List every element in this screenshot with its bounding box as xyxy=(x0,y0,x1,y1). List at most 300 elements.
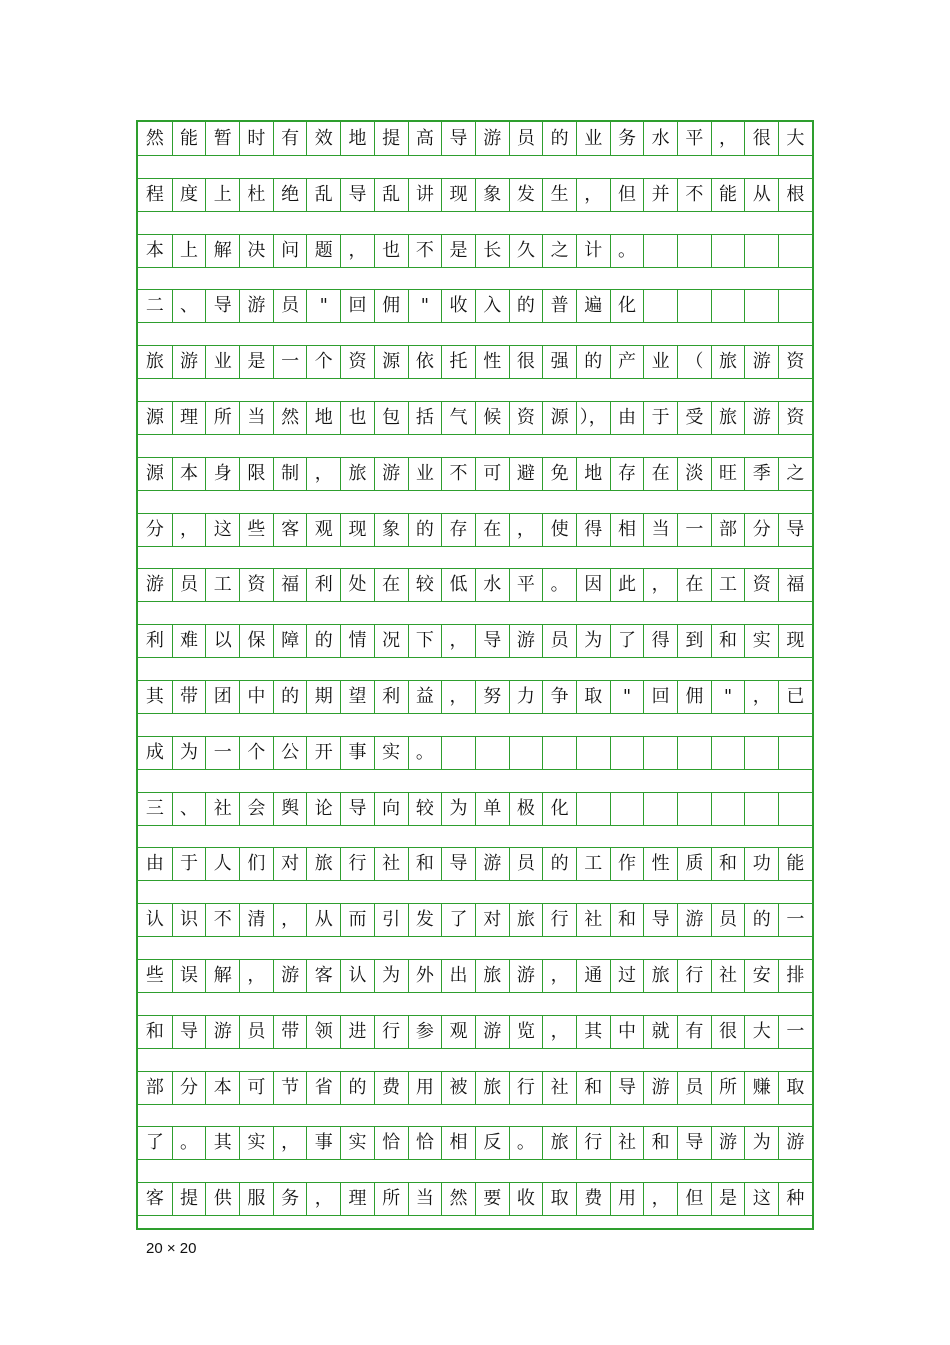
grid-cell: 们 xyxy=(239,848,273,880)
grid-cell: 分 xyxy=(145,518,164,540)
grid-cell: 用 xyxy=(408,1072,442,1104)
grid-cell: ， xyxy=(744,681,778,713)
grid-cell: 源 xyxy=(145,462,164,484)
grid-cell: 上 xyxy=(205,179,239,211)
grid-cell: 很 xyxy=(744,122,778,155)
grid-cell: 导 xyxy=(340,179,374,211)
grid-cell: 不 xyxy=(408,235,442,267)
grid-cell xyxy=(576,737,610,769)
grid-cell: 已 xyxy=(778,681,812,713)
grid-cell: 的 xyxy=(576,346,610,378)
grid-cell: 其 xyxy=(145,686,164,707)
grid-cell: 的 xyxy=(408,514,442,546)
grid-cell: 工 xyxy=(576,848,610,880)
grid-cell: 暂 xyxy=(205,122,239,155)
grid-cell: 在 xyxy=(374,569,408,601)
grid-cell: 气 xyxy=(441,402,475,434)
grid-row xyxy=(138,401,812,435)
grid-cell: 社 xyxy=(542,1072,576,1104)
grid-cell xyxy=(744,737,778,769)
grid-cell: 游 xyxy=(145,574,164,596)
grid-cell: 从 xyxy=(744,179,778,211)
grid-cell: 赚 xyxy=(744,1072,778,1104)
grid-cell xyxy=(475,737,509,769)
grid-cell: 然 xyxy=(145,127,164,149)
grid-cell: 性 xyxy=(643,848,677,880)
grid-cell: 工 xyxy=(205,569,239,601)
grid-size-label: 20 × 20 xyxy=(146,1240,197,1257)
grid-cell: 化 xyxy=(610,290,644,322)
grid-cell: 理 xyxy=(172,402,206,434)
grid-cell: 情 xyxy=(340,625,374,657)
grid-cell xyxy=(677,290,711,322)
grid-row xyxy=(138,178,812,212)
grid-cell: 平 xyxy=(677,122,711,155)
grid-cell: 引 xyxy=(374,904,408,936)
grid-cell: 旅 xyxy=(475,1072,509,1104)
grid-cell: 解 xyxy=(205,235,239,267)
grid-cell: 导 xyxy=(205,290,239,322)
grid-cell: 了 xyxy=(610,625,644,657)
grid-cell: 讲 xyxy=(408,179,442,211)
grid-cell: 和 xyxy=(145,1020,164,1042)
grid-cell: 导 xyxy=(610,1072,644,1104)
grid-cell: 本 xyxy=(172,458,206,490)
grid-cell: 较 xyxy=(408,793,442,825)
grid-cell: ， xyxy=(441,625,475,657)
grid-cell: 资 xyxy=(239,569,273,601)
grid-cell: 客 xyxy=(306,960,340,992)
grid-cell: 被 xyxy=(441,1072,475,1104)
grid-cell: 业 xyxy=(408,458,442,490)
grid-cell: 之 xyxy=(542,235,576,267)
grid-cell: 和 xyxy=(643,1127,677,1159)
grid-cell xyxy=(711,235,745,267)
grid-cell: 包 xyxy=(374,402,408,434)
grid-cell: 大 xyxy=(744,1016,778,1048)
grid-cell xyxy=(643,235,677,267)
grid-cell: 资 xyxy=(744,569,778,601)
grid-cell: 佣 xyxy=(374,290,408,322)
grid-cell: 。 xyxy=(172,1127,206,1159)
grid-cell xyxy=(711,793,745,825)
grid-cell: 为 xyxy=(744,1127,778,1159)
grid-cell: 资 xyxy=(509,402,543,434)
grid-cell: 中 xyxy=(610,1016,644,1048)
grid-cell: 行 xyxy=(509,1072,543,1104)
grid-cell: 能 xyxy=(172,122,206,155)
grid-cell: 、 xyxy=(172,290,206,322)
grid-cell: 所 xyxy=(711,1072,745,1104)
grid-cell: 地 xyxy=(576,458,610,490)
grid-cell: 平 xyxy=(509,569,543,601)
grid-cell: 旅 xyxy=(145,351,164,373)
grid-cell: 的 xyxy=(273,681,307,713)
grid-cell: 恰 xyxy=(408,1127,442,1159)
grid-cell: 低 xyxy=(441,569,475,601)
grid-cell: 参 xyxy=(408,1016,442,1048)
grid-cell xyxy=(542,737,576,769)
grid-cell: 难 xyxy=(172,625,206,657)
grid-cell: 实 xyxy=(340,1127,374,1159)
grid-cell: 回 xyxy=(643,681,677,713)
grid-cell: 的 xyxy=(509,290,543,322)
grid-cell: 舆 xyxy=(273,793,307,825)
grid-cell: 游 xyxy=(711,1127,745,1159)
grid-cell: 员 xyxy=(509,848,543,880)
grid-cell: 可 xyxy=(475,458,509,490)
grid-cell: 可 xyxy=(239,1072,273,1104)
grid-cell: 务 xyxy=(610,122,644,155)
grid-cell: 导 xyxy=(441,848,475,880)
grid-cell: 游 xyxy=(475,1016,509,1048)
grid-cell: 的 xyxy=(542,848,576,880)
grid-cell: 相 xyxy=(441,1127,475,1159)
grid-cell: 在 xyxy=(475,514,509,546)
grid-row xyxy=(138,345,812,379)
grid-cell: 分 xyxy=(744,514,778,546)
grid-cell: 公 xyxy=(273,737,307,769)
grid-cell: 争 xyxy=(542,681,576,713)
grid-cell: " xyxy=(711,681,745,713)
grid-cell: 部 xyxy=(711,514,745,546)
grid-cell: 利 xyxy=(306,569,340,601)
grid-cell: 佣 xyxy=(677,681,711,713)
grid-cell: 反 xyxy=(475,1127,509,1159)
grid-cell: 强 xyxy=(542,346,576,378)
grid-cell: 个 xyxy=(306,346,340,378)
grid-cell: 益 xyxy=(408,681,442,713)
grid-cell: 而 xyxy=(340,904,374,936)
grid-cell: 旅 xyxy=(306,848,340,880)
grid-cell: 和 xyxy=(408,848,442,880)
grid-cell: 一 xyxy=(273,346,307,378)
grid-cell: 客 xyxy=(273,514,307,546)
grid-cell xyxy=(778,737,812,769)
grid-cell: 受 xyxy=(677,402,711,434)
grid-cell: ， xyxy=(542,1016,576,1048)
grid-cell: ， xyxy=(542,960,576,992)
grid-cell: 存 xyxy=(610,458,644,490)
grid-cell: 行 xyxy=(340,848,374,880)
grid-cell: 游 xyxy=(744,346,778,378)
grid-cell: 为 xyxy=(374,960,408,992)
grid-cell: 个 xyxy=(239,737,273,769)
grid-cell xyxy=(610,793,644,825)
grid-cell: 能 xyxy=(711,179,745,211)
grid-cell: 象 xyxy=(475,179,509,211)
grid-cell: 认 xyxy=(340,960,374,992)
grid-cell: 免 xyxy=(542,458,576,490)
grid-cell: 一 xyxy=(778,904,812,936)
grid-row xyxy=(138,1126,812,1160)
grid-cell: 但 xyxy=(610,179,644,211)
grid-cell: 这 xyxy=(205,514,239,546)
grid-cell: 恰 xyxy=(374,1127,408,1159)
grid-cell: 发 xyxy=(509,179,543,211)
grid-cell: 游 xyxy=(205,1016,239,1048)
grid-cell: 游 xyxy=(643,1072,677,1104)
grid-cell: 得 xyxy=(576,514,610,546)
grid-cell: 避 xyxy=(509,458,543,490)
grid-row xyxy=(138,792,812,826)
grid-cell: 功 xyxy=(744,848,778,880)
grid-cell: 游 xyxy=(273,960,307,992)
grid-cell: 性 xyxy=(475,346,509,378)
grid-cell xyxy=(778,235,812,267)
grid-cell: 源 xyxy=(374,346,408,378)
grid-cell: 要 xyxy=(475,1183,509,1215)
grid-cell: 和 xyxy=(711,848,745,880)
grid-cell: 长 xyxy=(475,235,509,267)
grid-cell: 决 xyxy=(239,235,273,267)
grid-cell: 些 xyxy=(145,965,164,986)
grid-cell: 开 xyxy=(306,737,340,769)
grid-cell: 的 xyxy=(306,625,340,657)
grid-cell: 旺 xyxy=(711,458,745,490)
grid-cell: 得 xyxy=(643,625,677,657)
grid-cell: 。 xyxy=(408,737,442,769)
grid-cell: 本 xyxy=(145,239,164,261)
grid-cell: 行 xyxy=(677,960,711,992)
grid-cell: 极 xyxy=(509,793,543,825)
grid-cell: 。 xyxy=(509,1127,543,1159)
grid-cell: 务 xyxy=(273,1183,307,1215)
grid-cell: 不 xyxy=(677,179,711,211)
grid-cell: 福 xyxy=(273,569,307,601)
grid-cell: 出 xyxy=(441,960,475,992)
grid-cell: 旅 xyxy=(340,458,374,490)
grid-cell: 杜 xyxy=(239,179,273,211)
grid-cell: 社 xyxy=(205,793,239,825)
grid-cell: ， xyxy=(273,904,307,936)
grid-cell: 现 xyxy=(778,625,812,657)
grid-cell: 览 xyxy=(509,1016,543,1048)
grid-cell: 有 xyxy=(273,122,307,155)
grid-cell: 解 xyxy=(205,960,239,992)
grid-cell: 种 xyxy=(778,1183,812,1215)
grid-cell: 领 xyxy=(306,1016,340,1048)
grid-cell: 服 xyxy=(239,1183,273,1215)
grid-cell: 省 xyxy=(306,1072,340,1104)
grid-row xyxy=(138,847,812,881)
grid-cell: 障 xyxy=(273,625,307,657)
grid-cell: 游 xyxy=(509,625,543,657)
grid-cell: 事 xyxy=(306,1127,340,1159)
grid-cell: 当 xyxy=(408,1183,442,1215)
grid-cell: 游 xyxy=(172,346,206,378)
grid-cell: 节 xyxy=(273,1072,307,1104)
grid-cell: 游 xyxy=(475,122,509,155)
grid-cell: 高 xyxy=(408,122,442,155)
grid-cell xyxy=(643,793,677,825)
grid-cell: 其 xyxy=(205,1127,239,1159)
grid-cell: 所 xyxy=(205,402,239,434)
grid-row xyxy=(138,234,812,268)
grid-cell: 游 xyxy=(239,290,273,322)
grid-cell: 计 xyxy=(576,235,610,267)
grid-cell: 带 xyxy=(273,1016,307,1048)
grid-cell: 入 xyxy=(475,290,509,322)
grid-cell: 观 xyxy=(441,1016,475,1048)
grid-cell: 旅 xyxy=(711,346,745,378)
grid-cell: 论 xyxy=(306,793,340,825)
grid-cell: 些 xyxy=(239,514,273,546)
grid-cell: ， xyxy=(509,514,543,546)
grid-row xyxy=(138,568,812,602)
grid-cell: 在 xyxy=(677,569,711,601)
grid-cell: ， xyxy=(711,122,745,155)
grid-cell: 提 xyxy=(172,1183,206,1215)
grid-cell: 为 xyxy=(576,625,610,657)
grid-cell: 和 xyxy=(610,904,644,936)
grid-cell: 题 xyxy=(306,235,340,267)
grid-cell: 收 xyxy=(509,1183,543,1215)
grid-cell: 会 xyxy=(239,793,273,825)
grid-cell: 带 xyxy=(172,681,206,713)
grid-row xyxy=(138,457,812,491)
grid-cell: 行 xyxy=(542,904,576,936)
grid-cell: 用 xyxy=(610,1183,644,1215)
grid-cell: 化 xyxy=(542,793,576,825)
grid-row xyxy=(138,903,812,937)
grid-cell: 望 xyxy=(340,681,374,713)
grid-cell: 本 xyxy=(205,1072,239,1104)
grid-cell: 行 xyxy=(576,1127,610,1159)
grid-cell: 误 xyxy=(172,960,206,992)
grid-cell: 现 xyxy=(441,179,475,211)
grid-cell: 中 xyxy=(239,681,273,713)
grid-cell: 也 xyxy=(374,235,408,267)
grid-cell: 资 xyxy=(778,346,812,378)
grid-cell: 况 xyxy=(374,625,408,657)
grid-cell: 质 xyxy=(677,848,711,880)
grid-cell: 候 xyxy=(475,402,509,434)
grid-cell: ， xyxy=(239,960,273,992)
grid-cell: 对 xyxy=(273,848,307,880)
grid-cell: 所 xyxy=(374,1183,408,1215)
grid-cell: 游 xyxy=(677,904,711,936)
grid-cell: ， xyxy=(172,514,206,546)
grid-cell: 过 xyxy=(610,960,644,992)
grid-cell: 导 xyxy=(340,793,374,825)
grid-cell: 取 xyxy=(576,681,610,713)
grid-cell: 绝 xyxy=(273,179,307,211)
grid-cell: 当 xyxy=(239,402,273,434)
grid-cell: 和 xyxy=(711,625,745,657)
grid-cell: 三 xyxy=(145,797,164,819)
grid-cell: 取 xyxy=(542,1183,576,1215)
grid-cell: 旅 xyxy=(509,904,543,936)
grid-row xyxy=(138,513,812,547)
grid-cell xyxy=(744,290,778,322)
grid-cell: 安 xyxy=(744,960,778,992)
grid-cell: 导 xyxy=(441,122,475,155)
grid-cell: 托 xyxy=(441,346,475,378)
grid-row xyxy=(138,122,812,156)
grid-cell: 是 xyxy=(239,346,273,378)
grid-cell: 较 xyxy=(408,569,442,601)
grid-cell: 于 xyxy=(172,848,206,880)
manuscript-grid xyxy=(136,120,814,1230)
grid-cell: 程 xyxy=(145,183,164,205)
grid-cell: 之 xyxy=(778,458,812,490)
grid-cell: 游 xyxy=(374,458,408,490)
grid-cell: 久 xyxy=(509,235,543,267)
grid-cell: 力 xyxy=(509,681,543,713)
grid-cell: 和 xyxy=(576,1072,610,1104)
grid-cell: 提 xyxy=(374,122,408,155)
grid-cell: 费 xyxy=(576,1183,610,1215)
grid-cell: 这 xyxy=(744,1183,778,1215)
grid-cell: 淡 xyxy=(677,458,711,490)
grid-cell: 到 xyxy=(677,625,711,657)
grid-cell: 利 xyxy=(374,681,408,713)
grid-row xyxy=(138,1071,812,1105)
grid-cell: 资 xyxy=(340,346,374,378)
grid-cell: 导 xyxy=(677,1127,711,1159)
grid-cell: 员 xyxy=(172,569,206,601)
grid-cell: 处 xyxy=(340,569,374,601)
grid-cell xyxy=(744,235,778,267)
grid-cell: 社 xyxy=(610,1127,644,1159)
grid-cell: 遍 xyxy=(576,290,610,322)
grid-cell: 旅 xyxy=(643,960,677,992)
grid-row xyxy=(138,624,812,658)
grid-cell: 成 xyxy=(145,741,164,763)
grid-cell: 于 xyxy=(643,402,677,434)
grid-cell: 现 xyxy=(340,514,374,546)
grid-cell: 不 xyxy=(205,904,239,936)
grid-cell: 存 xyxy=(441,514,475,546)
grid-cell: 员 xyxy=(711,904,745,936)
grid-cell: 努 xyxy=(475,681,509,713)
grid-cell: 导 xyxy=(475,625,509,657)
grid-cell: 、 xyxy=(172,793,206,825)
grid-cell: 单 xyxy=(475,793,509,825)
grid-cell: 行 xyxy=(374,1016,408,1048)
grid-cell: 问 xyxy=(273,235,307,267)
grid-cell: 员 xyxy=(542,625,576,657)
grid-cell: 工 xyxy=(711,569,745,601)
grid-cell: 实 xyxy=(374,737,408,769)
grid-cell: 福 xyxy=(778,569,812,601)
grid-cell: 资 xyxy=(778,402,812,434)
grid-cell: 然 xyxy=(273,402,307,434)
grid-cell: 对 xyxy=(475,904,509,936)
grid-row xyxy=(138,1015,812,1049)
grid-cell: 根 xyxy=(778,179,812,211)
grid-cell: 业 xyxy=(576,122,610,155)
grid-cell: 游 xyxy=(744,402,778,434)
grid-row xyxy=(138,289,812,323)
grid-cell: 不 xyxy=(441,458,475,490)
grid-cell xyxy=(677,737,711,769)
grid-cell: （ xyxy=(677,346,711,378)
grid-cell: 地 xyxy=(340,122,374,155)
grid-cell: 部 xyxy=(145,1076,164,1098)
grid-cell: 从 xyxy=(306,904,340,936)
grid-cell: 生 xyxy=(542,179,576,211)
grid-cell: 源 xyxy=(542,402,576,434)
grid-cell: 排 xyxy=(778,960,812,992)
grid-cell: 并 xyxy=(643,179,677,211)
grid-cell: " xyxy=(610,681,644,713)
grid-cell xyxy=(576,793,610,825)
grid-cell: 能 xyxy=(778,848,812,880)
grid-cell: 水 xyxy=(475,569,509,601)
grid-cell: 乱 xyxy=(374,179,408,211)
